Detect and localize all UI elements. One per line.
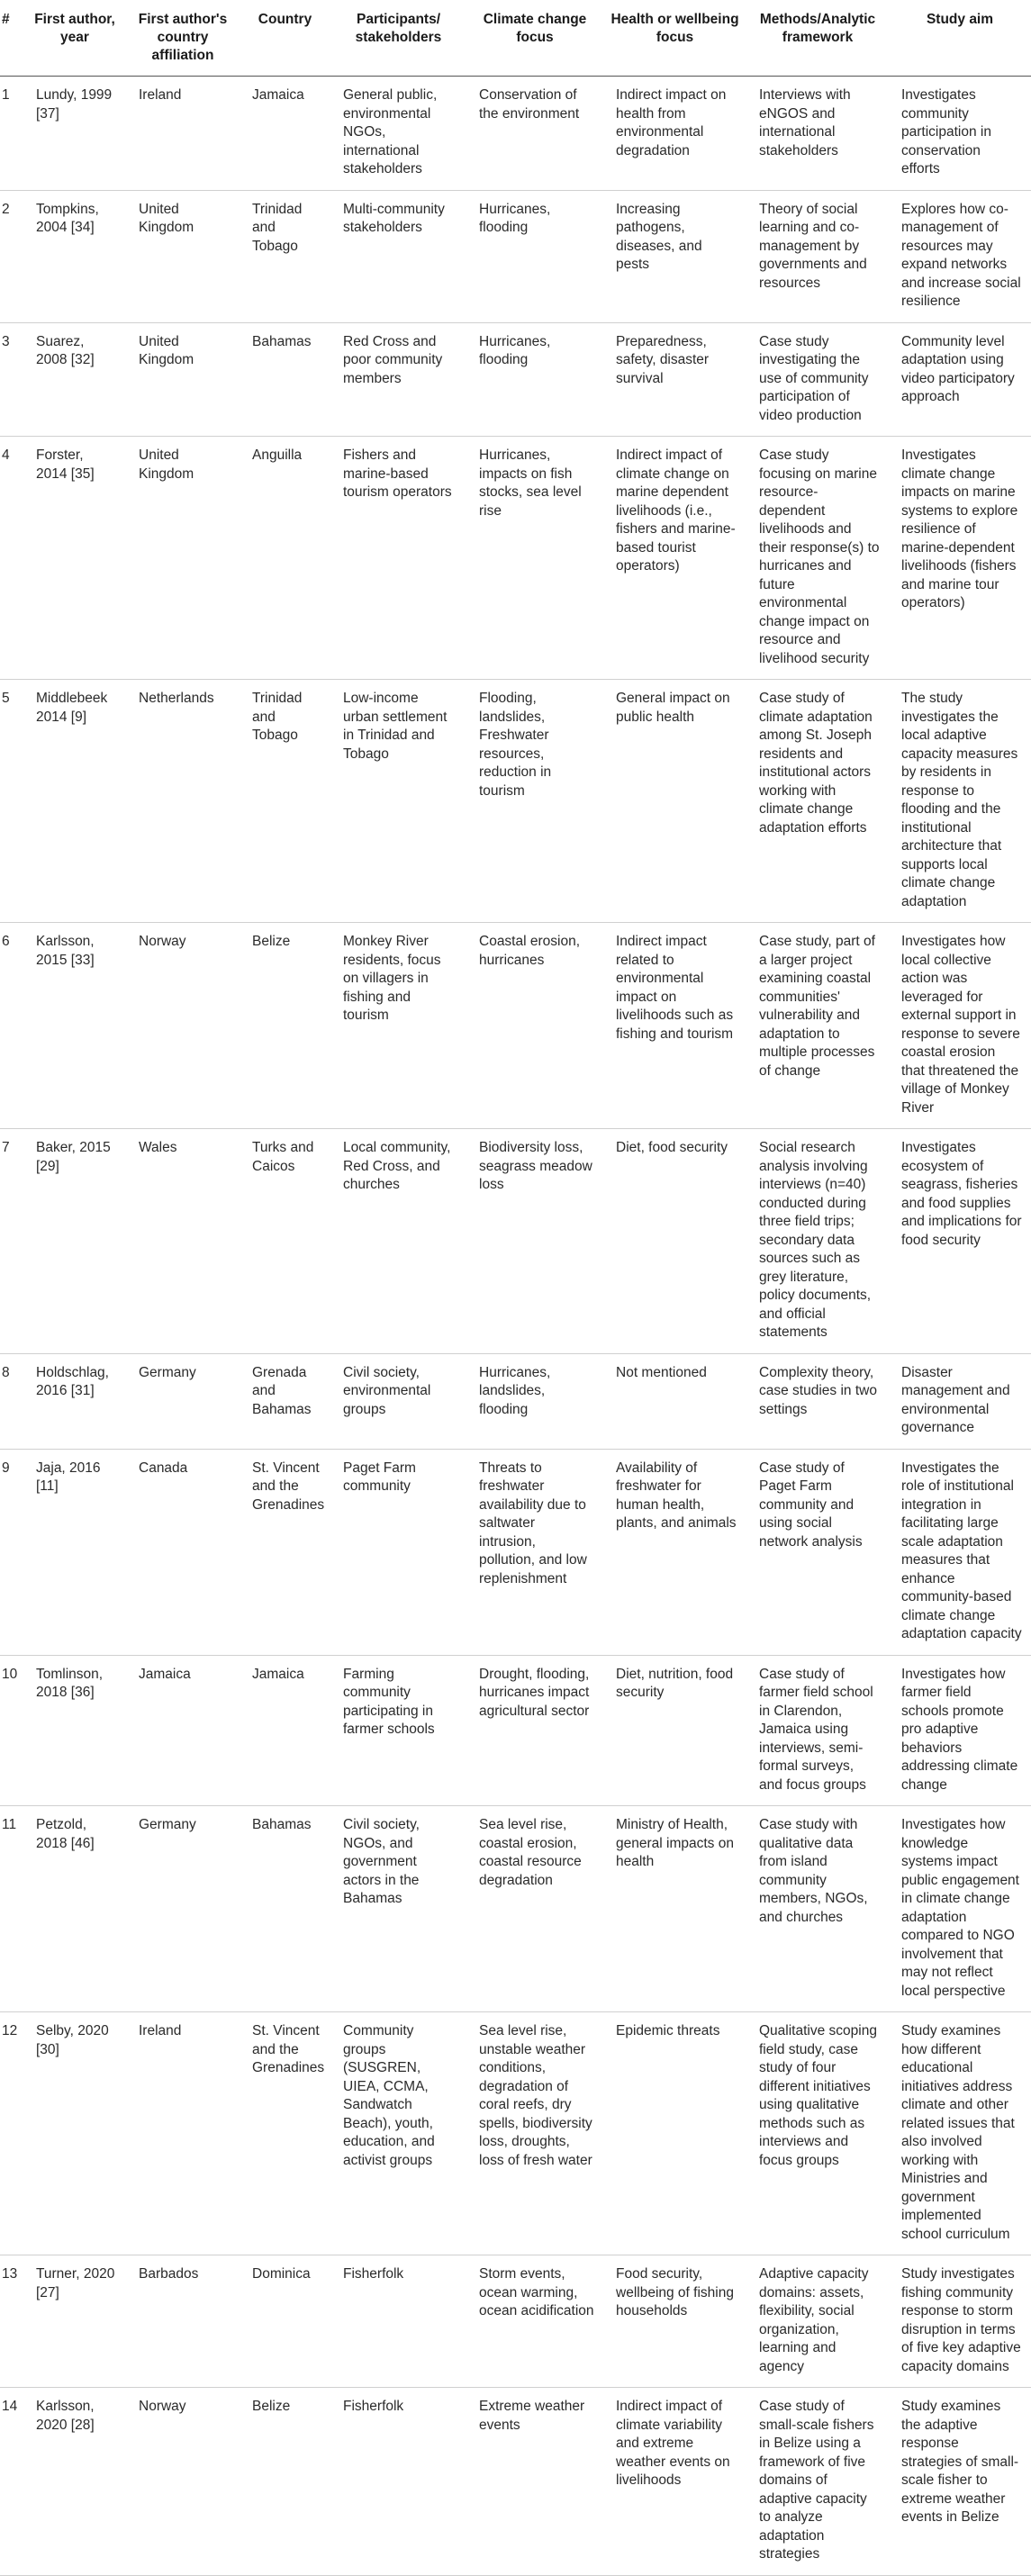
cell-participants: Fishers and marine-based tourism operators [343, 447, 452, 500]
cell-climate-focus: Sea level rise, unstable weather conditions, degradation of coral reefs, dry spells, biodiversity loss, droughts, loss of fresh water [479, 2023, 592, 2168]
cell-participants: Red Cross and poor community members [343, 333, 443, 386]
cell-study-aim: Disaster management and environmental governance [901, 1364, 1010, 1435]
cell-participants: Farming community participating in farmer schools [343, 1666, 435, 1737]
cell-methods: Case study with qualitative data from island community members, NGOs, and churches [759, 1817, 868, 1925]
table-row [0, 1129, 1031, 1354]
cell-number: 13 [2, 2266, 18, 2282]
cell-country: Trinidad and Tobago [252, 201, 303, 254]
cell-country: Jamaica [252, 1666, 304, 1682]
cell-author-year: Karlsson, 2020 [28] [36, 2399, 95, 2433]
cell-methods: Case study, part of a larger project examining coastal communities' vulnerability and adaptation to multiple processes of change [759, 934, 875, 1079]
table-body [0, 77, 1031, 2576]
column-header-author-year: First author, year [34, 12, 115, 45]
cell-methods: Qualitative scoping field study, case study of four different initiatives using qualitative methods such as interviews and focus groups [759, 2023, 877, 2168]
cell-affiliation: Ireland [139, 87, 182, 103]
cell-number: 7 [2, 1140, 10, 1155]
cell-number: 12 [2, 2023, 18, 2038]
cell-number: 10 [2, 1666, 18, 1682]
cell-author-year: Tompkins, 2004 [34] [36, 201, 99, 235]
cell-health-focus: Diet, food security [616, 1140, 728, 1155]
cell-author-year: Petzold, 2018 [46] [36, 1817, 95, 1851]
cell-study-aim: Study investigates fishing community response to storm disruption in terms of five key adaptive capacity domains [901, 2266, 1021, 2374]
column-header-methods: Methods/Analytic framework [759, 12, 876, 45]
cell-country: St. Vincent and the Grenadines [252, 1460, 325, 1513]
table-row [0, 2255, 1031, 2388]
cell-author-year: Baker, 2015 [29] [36, 1140, 111, 1174]
cell-country: Belize [252, 2399, 291, 2414]
cell-participants: Fisherfolk [343, 2266, 404, 2282]
cell-health-focus: Diet, nutrition, food security [616, 1666, 734, 1700]
cell-methods: Complexity theory, case studies in two settings [759, 1364, 877, 1417]
cell-climate-focus: Biodiversity loss, seagrass meadow loss [479, 1140, 592, 1192]
column-header-number: # [2, 12, 10, 27]
cell-climate-focus: Hurricanes, flooding [479, 201, 551, 235]
cell-author-year: Turner, 2020 [27] [36, 2266, 115, 2300]
column-header-climate-focus: Climate change focus [483, 12, 587, 45]
cell-participants: Community groups (SUSGREN, UIEA, CCMA, Sandwatch Beach), youth, education, and activist groups [343, 2023, 435, 2168]
cell-study-aim: Investigates how farmer field schools promote pro adaptive behaviors addressing climate change [901, 1666, 1018, 1793]
cell-affiliation: Jamaica [139, 1666, 191, 1682]
cell-affiliation: Barbados [139, 2266, 199, 2282]
cell-climate-focus: Threats to freshwater availability due to saltwater intrusion, pollution, and low replenishment [479, 1460, 587, 1586]
cell-number: 4 [2, 447, 10, 463]
cell-country: Trinidad and Tobago [252, 691, 303, 743]
cell-methods: Case study of farmer field school in Clarendon, Jamaica using interviews, semi-formal surveys, and focus groups [759, 1666, 873, 1793]
cell-participants: Monkey River residents, focus on villagers in fishing and tourism [343, 934, 441, 1023]
cell-health-focus: Indirect impact on health from environmental degradation [616, 87, 727, 158]
cell-methods: Theory of social learning and co-management by governments and resources [759, 201, 867, 291]
table-row [0, 2388, 1031, 2576]
cell-affiliation: United Kingdom [139, 201, 194, 235]
cell-affiliation: Wales [139, 1140, 177, 1155]
cell-health-focus: Indirect impact of climate variability and extreme weather events on livelihoods [616, 2399, 730, 2488]
cell-country: Bahamas [252, 333, 312, 349]
cell-methods: Adaptive capacity domains: assets, flexibility, social organization, learning and agency [759, 2266, 869, 2374]
cell-health-focus: Not mentioned [616, 1364, 707, 1380]
cell-number: 2 [2, 201, 10, 217]
cell-affiliation: United Kingdom [139, 333, 194, 367]
cell-study-aim: Investigates how local collective action was leveraged for external support in response to severe coastal erosion that threatened the village of Monkey River [901, 934, 1020, 1116]
cell-study-aim: Investigates how knowledge systems impact public engagement in climate change adaptation compared to NGO involvement that may not reflect local perspective [901, 1817, 1019, 1999]
column-header-health-focus: Health or wellbeing focus [610, 12, 739, 45]
cell-climate-focus: Conservation of the environment [479, 87, 580, 122]
cell-country: Grenada and Bahamas [252, 1364, 312, 1417]
cell-study-aim: Study examines how different educational initiatives address climate and other related issues that also involved working with Ministries and government implemented school curriculum [901, 2023, 1015, 2242]
cell-number: 5 [2, 691, 10, 706]
column-header-country: Country [258, 12, 312, 27]
cell-affiliation: Germany [139, 1817, 196, 1832]
cell-study-aim: Investigates community participation in conservation efforts [901, 87, 991, 176]
cell-health-focus: Increasing pathogens, diseases, and pests [616, 201, 702, 272]
cell-participants: Multi-community stakeholders [343, 201, 445, 235]
cell-number: 8 [2, 1364, 10, 1380]
cell-number: 3 [2, 333, 10, 349]
cell-climate-focus: Storm events, ocean warming, ocean acidification [479, 2266, 594, 2318]
column-header-affiliation: First author's country affiliation [138, 12, 228, 63]
cell-number: 11 [2, 1817, 17, 1832]
cell-affiliation: Canada [139, 1460, 188, 1476]
cell-country: Jamaica [252, 87, 304, 103]
cell-health-focus: Indirect impact of climate change on marine dependent livelihoods (i.e., fishers and marine-based tourist operators) [616, 447, 736, 574]
cell-climate-focus: Drought, flooding, hurricanes impact agricultural sector [479, 1666, 590, 1719]
cell-study-aim: Community level adaptation using video participatory approach [901, 333, 1015, 404]
column-header-participants: Participants/ stakeholders [355, 12, 442, 45]
table-header [0, 0, 1031, 77]
cell-study-aim: The study investigates the local adaptive capacity measures by residents in response to flooding and the institutional architecture that supports local climate change adaptation [901, 691, 1018, 909]
cell-climate-focus: Coastal erosion, hurricanes [479, 934, 581, 968]
cell-health-focus: Preparedness, safety, disaster survival [616, 333, 710, 386]
cell-methods: Case study of Paget Farm community and using social network analysis [759, 1460, 863, 1550]
cell-health-focus: Ministry of Health, general impacts on health [616, 1817, 734, 1869]
table-row [0, 1806, 1031, 2012]
cell-author-year: Tomlinson, 2018 [36] [36, 1666, 104, 1700]
cell-climate-focus: Hurricanes, landslides, flooding [479, 1364, 551, 1417]
cell-climate-focus: Sea level rise, coastal erosion, coastal resource degradation [479, 1817, 582, 1888]
cell-affiliation: Norway [139, 2399, 186, 2414]
cell-country: Anguilla [252, 447, 303, 463]
cell-author-year: Suarez, 2008 [32] [36, 333, 95, 367]
table-row [0, 437, 1031, 680]
cell-author-year: Selby, 2020 [30] [36, 2023, 109, 2057]
cell-methods: Case study focusing on marine resource-dependent livelihoods and their response(s) to hurricanes and future environmental change impact on resource and livelihood security [759, 447, 880, 666]
cell-affiliation: Norway [139, 934, 186, 949]
cell-methods: Interviews with eNGOS and international stakeholders [759, 87, 851, 158]
cell-affiliation: United Kingdom [139, 447, 194, 482]
cell-study-aim: Investigates the role of institutional integration in facilitating large scale adaptation measures that enhance community-based climate change adaptation capacity [901, 1460, 1022, 1641]
cell-health-focus: Availability of freshwater for human health, plants, and animals [616, 1460, 737, 1531]
cell-author-year: Jaja, 2016 [11] [36, 1460, 101, 1494]
cell-methods: Case study of climate adaptation among St. Joseph residents and institutional actors working with climate change adaptation efforts [759, 691, 873, 836]
cell-methods: Case study investigating the use of community participation of video production [759, 333, 869, 423]
column-header-study-aim: Study aim [926, 12, 994, 27]
cell-health-focus: Epidemic threats [616, 2023, 720, 2038]
cell-participants: Civil society, NGOs, and government actors in the Bahamas [343, 1817, 420, 1906]
cell-participants: General public, environmental NGOs, international stakeholders [343, 87, 438, 176]
cell-affiliation: Netherlands [139, 691, 214, 706]
cell-participants: Local community, Red Cross, and churches [343, 1140, 451, 1192]
cell-number: 6 [2, 934, 10, 949]
cell-methods: Social research analysis involving interviews (n=40) conducted during three field trips; secondary data sources such as grey literature, policy documents, and official statements [759, 1140, 872, 1340]
cell-methods: Case study of small-scale fishers in Belize using a framework of five domains of adaptive capacity to analyze adaptation strategies [759, 2399, 874, 2562]
cell-author-year: Middlebeek 2014 [9] [36, 691, 108, 725]
cell-number: 14 [2, 2399, 18, 2414]
table-row [0, 2012, 1031, 2255]
cell-health-focus: General impact on public health [616, 691, 730, 725]
cell-author-year: Karlsson, 2015 [33] [36, 934, 95, 968]
cell-climate-focus: Extreme weather events [479, 2399, 585, 2433]
cell-country: St. Vincent and the Grenadines [252, 2023, 325, 2075]
cell-participants: Paget Farm community [343, 1460, 416, 1494]
table-row [0, 77, 1031, 191]
cell-climate-focus: Hurricanes, impacts on fish stocks, sea level rise [479, 447, 582, 519]
cell-health-focus: Food security, wellbeing of fishing households [616, 2266, 734, 2318]
cell-number: 1 [2, 87, 10, 103]
cell-study-aim: Investigates ecosystem of seagrass, fisheries and food supplies and implications for food security [901, 1140, 1022, 1248]
table-row [0, 923, 1031, 1129]
table-row [0, 322, 1031, 437]
table-row [0, 680, 1031, 923]
header-row [0, 0, 1031, 77]
cell-author-year: Forster, 2014 [35] [36, 447, 95, 482]
table-row [0, 1353, 1031, 1449]
cell-country: Belize [252, 934, 291, 949]
cell-country: Dominica [252, 2266, 311, 2282]
cell-country: Turks and Caicos [252, 1140, 314, 1174]
cell-affiliation: Germany [139, 1364, 196, 1380]
cell-participants: Low-income urban settlement in Trinidad and Tobago [343, 691, 448, 762]
table-row [0, 1449, 1031, 1655]
cell-author-year: Lundy, 1999 [37] [36, 87, 113, 122]
cell-participants: Civil society, environmental groups [343, 1364, 431, 1417]
cell-study-aim: Study examines the adaptive response strategies of small-scale fisher to extreme weather events in Belize [901, 2399, 1019, 2525]
cell-author-year: Holdschlag, 2016 [31] [36, 1364, 109, 1398]
cell-study-aim: Investigates climate change impacts on marine systems to explore resilience of marine-dependent livelihoods (fishers and marine tour operators) [901, 447, 1018, 610]
cell-participants: Fisherfolk [343, 2399, 404, 2414]
cell-number: 9 [2, 1460, 10, 1476]
cell-climate-focus: Flooding, landslides, Freshwater resources, reduction in tourism [479, 691, 552, 799]
cell-health-focus: Indirect impact related to environmental impact on livelihoods such as fishing and tourism [616, 934, 734, 1042]
cell-study-aim: Explores how co-management of resources may expand networks and increase social resilience [901, 201, 1021, 309]
cell-climate-focus: Hurricanes, flooding [479, 333, 551, 367]
table-row [0, 190, 1031, 322]
cell-country: Bahamas [252, 1817, 312, 1832]
table-row [0, 1655, 1031, 1806]
cell-affiliation: Ireland [139, 2023, 182, 2038]
